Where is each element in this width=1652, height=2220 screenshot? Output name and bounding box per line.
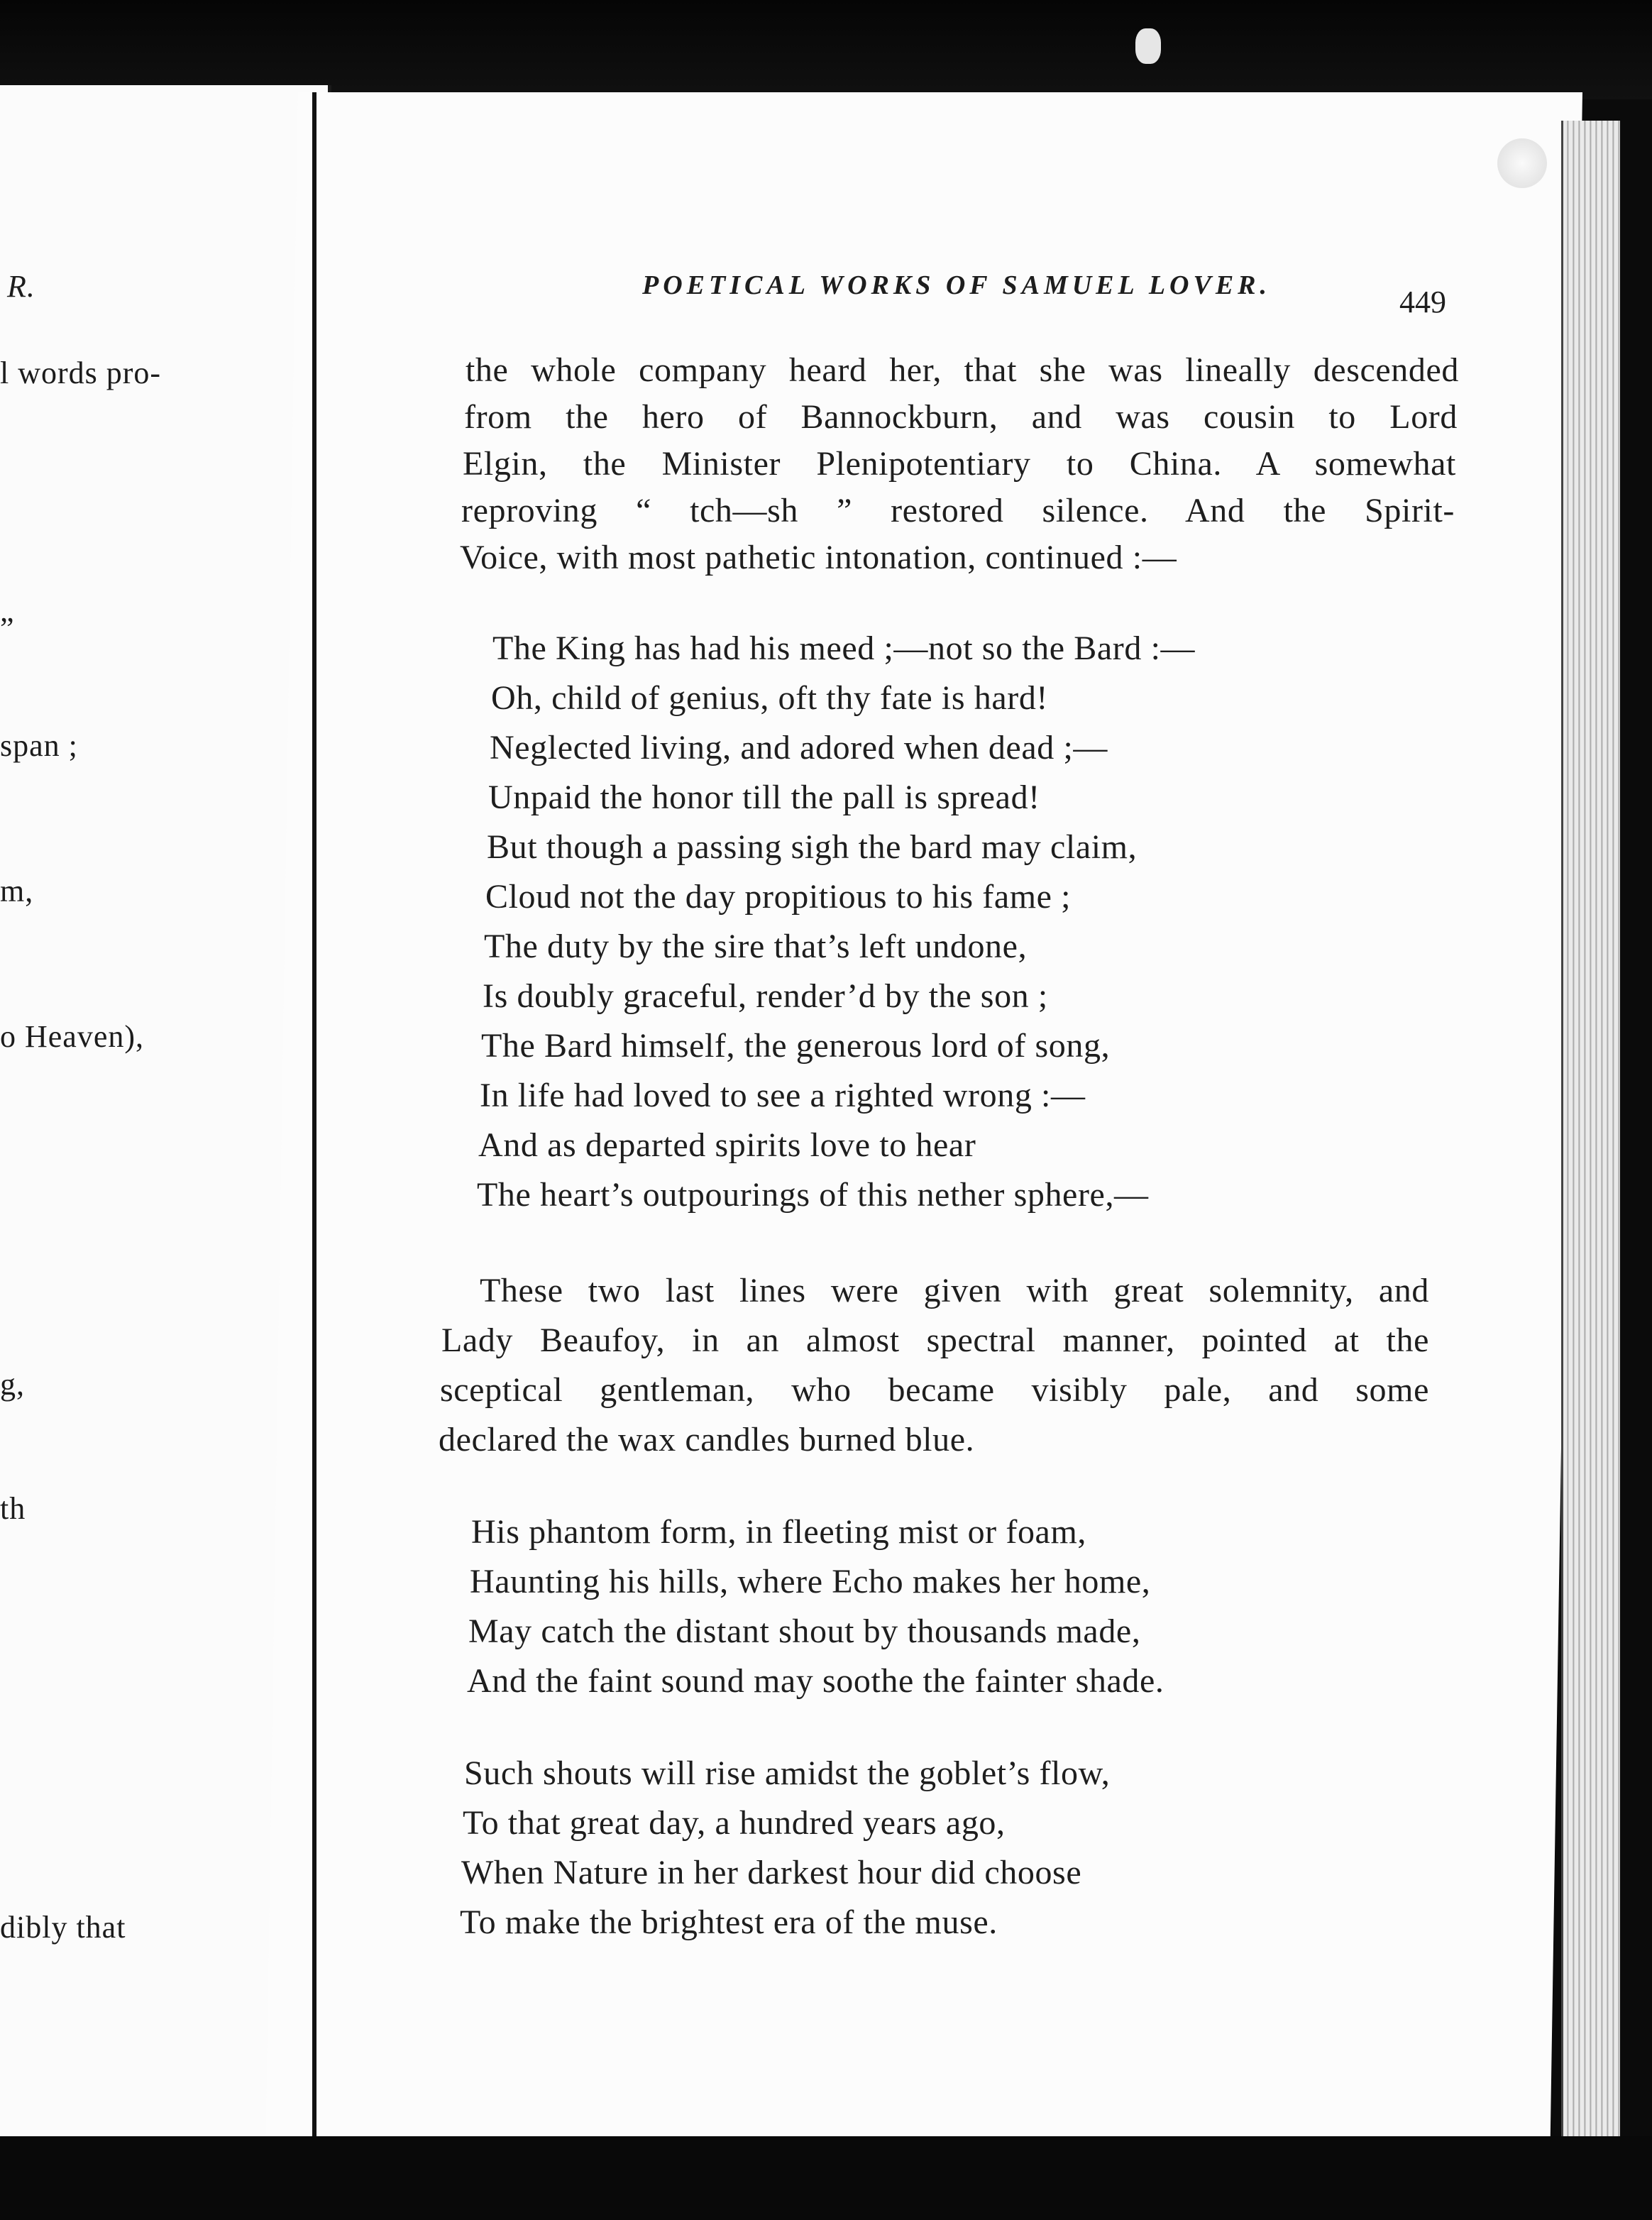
text-line: declared the wax candles burned blue.	[439, 1421, 975, 1458]
verse-line: The duty by the sire that’s left undone,	[484, 928, 1028, 965]
left-page-fragment: m,	[0, 874, 34, 908]
verse-line: His phantom form, in fleeting mist or foam,	[471, 1513, 1086, 1551]
left-page-fragment: g,	[0, 1367, 25, 1402]
text-line: Elgin, the Minister Plenipotentiary to China. A somewhat	[463, 445, 1456, 483]
verse-line: To make the brightest era of the muse.	[460, 1903, 998, 1941]
left-page-fragment: ”	[0, 611, 15, 646]
verse-line: And as departed spirits love to hear	[478, 1126, 976, 1164]
text-line: sceptical gentleman, who became visibly pale, and some	[440, 1371, 1429, 1409]
gutter-line	[312, 92, 316, 2143]
verse-line: Such shouts will rise amidst the goblet’s flow,	[464, 1754, 1111, 1792]
verse-line: Oh, child of genius, oft thy fate is hard!	[491, 679, 1049, 717]
verse-line: Haunting his hills, where Echo makes her home,	[470, 1563, 1151, 1600]
verse-line: To that great day, a hundred years ago,	[463, 1804, 1006, 1842]
verse-line: When Nature in her darkest hour did choose	[461, 1854, 1082, 1891]
scan-background-top	[0, 0, 1652, 99]
left-page-fragment: R.	[7, 269, 35, 304]
text-line: These two last lines were given with great solemnity, and	[480, 1272, 1429, 1309]
text-line: reproving “ tch—sh ” restored silence. And the Spirit-	[461, 492, 1455, 529]
page-number: 449	[1399, 285, 1446, 319]
left-page-fragment: th	[0, 1491, 26, 1526]
text-line: Lady Beaufoy, in an almost spectral manner, pointed at the	[441, 1321, 1429, 1359]
left-page-fragment: o Heaven),	[0, 1019, 145, 1054]
verse-line: Cloud not the day propitious to his fame ;	[485, 878, 1072, 916]
verse-line: The King has had his meed ;—not so the Bard :—	[492, 630, 1196, 667]
scan-background-bottom	[0, 2136, 1652, 2220]
verse-line: The heart’s outpourings of this nether sphere,—	[477, 1176, 1149, 1214]
verse-line: May catch the distant shout by thousands made,	[468, 1612, 1141, 1650]
verse-line: The Bard himself, the generous lord of song,	[481, 1027, 1111, 1065]
paper-speck	[1135, 28, 1161, 64]
left-page-fragment: l words pro-	[0, 356, 162, 390]
verse-line: Is doubly graceful, render’d by the son ;	[483, 977, 1048, 1015]
verse-line: In life had loved to see a righted wrong :—	[480, 1077, 1086, 1114]
verse-line: Neglected living, and adored when dead ;—	[490, 729, 1108, 766]
text-line: the whole company heard her, that she was lineally descended	[466, 351, 1459, 389]
verse-line: And the faint sound may soothe the fainter shade.	[467, 1662, 1164, 1700]
verse-line: Unpaid the honor till the pall is spread!	[488, 779, 1040, 816]
text-line: Voice, with most pathetic intonation, continued :—	[460, 539, 1177, 576]
left-page-fragment: span ;	[0, 728, 78, 763]
running-head: POETICAL WORKS OF SAMUEL LOVER.	[642, 270, 1272, 300]
text-line: from the hero of Bannockburn, and was cousin to Lord	[464, 398, 1458, 436]
page-edges	[1561, 121, 1620, 2158]
verse-line: But though a passing sigh the bard may claim,	[487, 828, 1138, 866]
left-page-fragment: dibly that	[0, 1910, 126, 1945]
paper-stain	[1497, 138, 1547, 188]
